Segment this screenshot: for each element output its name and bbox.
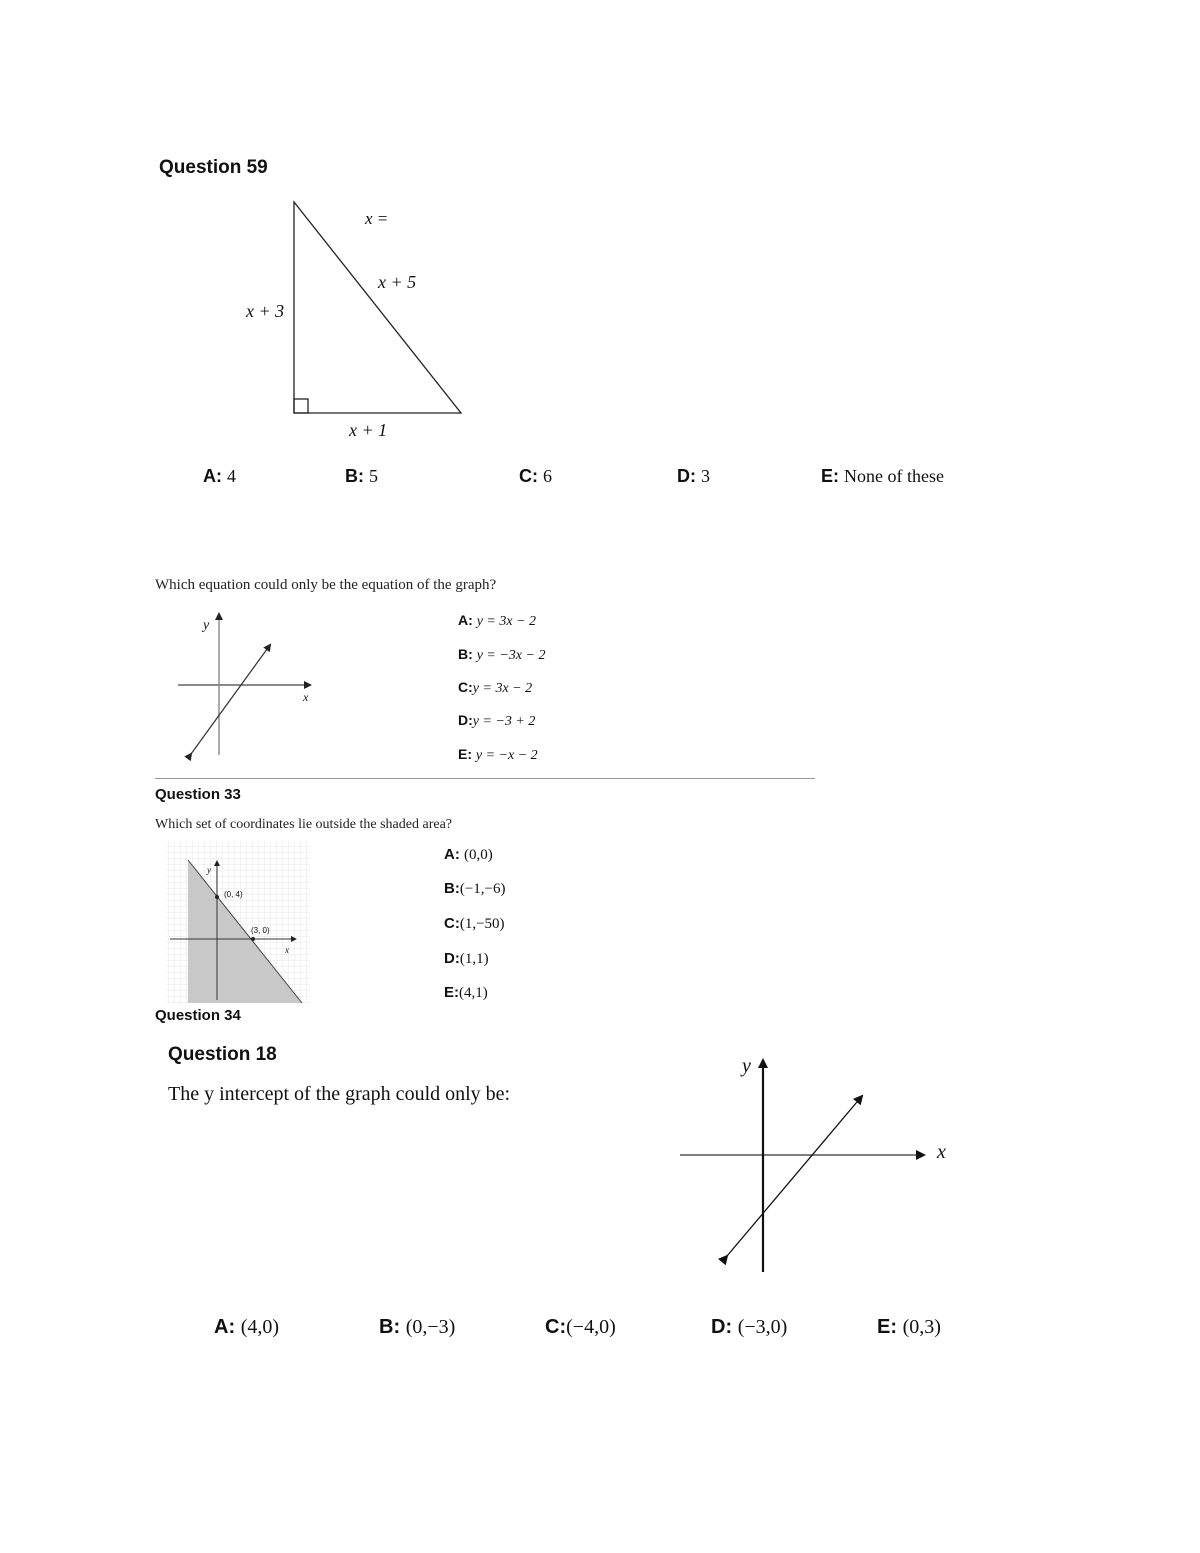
eq-choice-b[interactable]: B: y = −3x − 2 <box>458 646 546 663</box>
q33-y-label: y <box>207 865 211 875</box>
q33-choice-a[interactable]: A: (0,0) <box>444 846 493 863</box>
q18-choice-e[interactable]: E: (0,3) <box>877 1316 941 1338</box>
cut-off-question-title: Question 34 <box>155 1007 241 1024</box>
q18-choice-a[interactable]: A: (4,0) <box>214 1316 280 1338</box>
equation-question-prompt: Which equation could only be the equation of the graph? <box>155 577 497 593</box>
question-33-title: Question 33 <box>155 786 241 803</box>
q18-line <box>727 1096 862 1256</box>
question-59-title: Question 59 <box>159 157 268 178</box>
q33-choice-b[interactable]: B:(−1,−6) <box>444 880 506 897</box>
q18-prompt: The y intercept of the graph could only be: <box>168 1083 511 1105</box>
q59-choice-d[interactable]: D: 3 <box>677 466 711 486</box>
eq-choice-e[interactable]: E: y = −x − 2 <box>458 746 538 763</box>
label-hypotenuse: x + 5 <box>378 272 417 292</box>
q18-y-label: y <box>742 1055 751 1077</box>
q18-choice-d[interactable]: D: (−3,0) <box>711 1316 788 1338</box>
eq-choice-c[interactable]: C:y = 3x − 2 <box>458 679 533 696</box>
q59-choice-c[interactable]: C: 6 <box>519 466 553 486</box>
eq-y-label: y <box>203 618 210 633</box>
q33-point1-label: (0, 4) <box>224 890 243 899</box>
q59-choice-a[interactable]: A: 4 <box>203 466 237 486</box>
q59-choice-b[interactable]: B: 5 <box>345 466 379 486</box>
label-x-equals: x = <box>365 209 389 228</box>
q18-x-label: x <box>937 1141 946 1163</box>
q18-choice-c[interactable]: C:(−4,0) <box>545 1316 616 1338</box>
q33-choice-c[interactable]: C:(1,−50) <box>444 915 505 932</box>
q33-choice-e[interactable]: E:(4,1) <box>444 984 488 1001</box>
q33-point2-label: (3, 0) <box>251 926 270 935</box>
q33-x-label: x <box>285 945 289 955</box>
label-left-leg: x + 3 <box>246 301 285 321</box>
q33-prompt: Which set of coordinates lie outside the shaded area? <box>155 817 452 832</box>
eq-choice-a[interactable]: A: y = 3x − 2 <box>458 612 537 629</box>
eq-x-label: x <box>303 690 309 704</box>
q59-choice-e[interactable]: E: None of these <box>821 466 944 486</box>
q18-choice-b[interactable]: B: (0,−3) <box>379 1316 456 1338</box>
question-18-title: Question 18 <box>168 1044 277 1065</box>
label-bottom-leg: x + 1 <box>349 420 388 440</box>
q33-choice-d[interactable]: D:(1,1) <box>444 950 489 967</box>
eq-choice-d[interactable]: D:y = −3 + 2 <box>458 712 536 729</box>
